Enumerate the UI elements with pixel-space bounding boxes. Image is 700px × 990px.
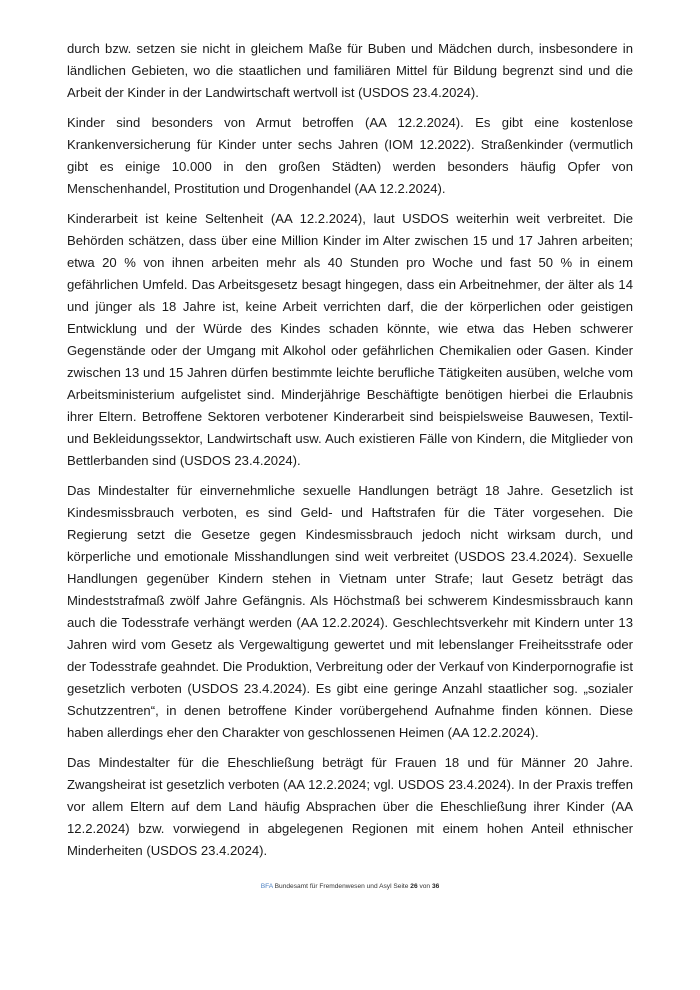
footer-of-label: von: [419, 883, 431, 890]
paragraph-child-poverty: Kinder sind besonders von Armut betroffen (AA 12.2.2024). Es gibt eine kostenlose Krankenversicherung für Kinder unter sechs Jahren (IOM 12.2022). Straßenkinder (vermutlich gibt es einige 10.000 in den großen Städten) werden besonders häufig Opfer von Menschenhandel, Prostitution und Drogenhandel (AA 12.2.2024).: [67, 115, 633, 196]
paragraph-child-labor: Kinderarbeit ist keine Seltenheit (AA 12.2.2024), laut USDOS weiterhin weit verbreitet. Die Behörden schätzen, dass über eine Million Kinder im Alter zwischen 15 und 17 Jahren arbeiten; etwa 20 % von ihnen arbeiten mehr als 40 Stunden pro Woche und fast 50 % in einem gefährlichen Umfeld. Das Arbeitsgesetz besagt hingegen, dass ein Arbeitnehmer, der älter als 14 und jünger als 18 Jahre ist, keine Arbeit verrichten darf, die der körperlichen oder geistigen Entwicklung und der Würde des Kindes schaden könnte, wie etwa das Heben schwerer Gegenstände oder der Umgang mit Alkohol oder gefährlichen Chemikalien oder Gasen. Kinder zwischen 13 und 15 Jahren dürfen bestimmte leichte berufliche Tätigkeiten ausüben, welche vom Arbeitsministerium aufgelistet sind. Minderjährige Beschäftigte benötigen hierbei die Erlaubnis ihrer Eltern. Betroffene Sektoren verbotener Kinderarbeit sind beispielsweise Bauwesen, Textil- und Bekleidungssektor, Landwirtschaft usw. Auch existieren Fälle von Kindern, die Mitglieder von Bettlerbanden sind (USDOS 23.4.2024).: [67, 211, 633, 468]
page-footer: [0, 883, 700, 890]
paragraph-child-abuse: Das Mindestalter für einvernehmliche sexuelle Handlungen beträgt 18 Jahre. Gesetzlich ist Kindesmissbrauch verboten, es sind Geld- und Haftstrafen für die Täter vorgesehen. Die Regierung setzt die Gesetze gegen Kindesmissbrauch jedoch nicht wirksam durch, und körperliche und emotionale Misshandlungen sind weit verbreitet (USDOS 23.4.2024). Sexuelle Handlungen gegenüber Kindern stehen in Vietnam unter Strafe; laut Gesetz beträgt das Mindeststrafmaß zwölf Jahre Gefängnis. Als Höchstmaß bei schwerem Kindesmissbrauch kann auch die Todesstrafe verhängt werden (AA 12.2.2024). Geschlechtsverkehr mit Kindern unter 13 Jahren wird vom Gesetz als Vergewaltigung gewertet und mit lebenslanger Freiheitsstrafe oder der Todesstrafe geahndet. Die Produktion, Verbreitung oder der Verkauf von Kinderpornografie ist gesetzlich verboten (USDOS 23.4.2024). Es gibt eine geringe Anzahl staatlicher sog. „sozialer Schutzzentren“, in denen betroffene Kinder vorübergehend Aufnahme finden können. Diese haben allerdings eher den Charakter von geschlossenen Heimen (AA 12.2.2024).: [67, 483, 633, 740]
paragraph-marriage-age: Das Mindestalter für die Eheschließung beträgt für Frauen 18 und für Männer 20 Jahre. Zwangsheirat ist gesetzlich verboten (AA 12.2.2024; vgl. USDOS 23.4.2024). In der Praxis treffen vor allem Eltern auf dem Land häufig Absprachen über die Eheschließung ihrer Kinder (AA 12.2.2024) bzw. vorwiegend in abgelegenen Regionen mit einem hohen Anteil ethnischer Minderheiten (USDOS 23.4.2024).: [67, 755, 633, 858]
paragraph-education-continuation: durch bzw. setzen sie nicht in gleichem Maße für Buben und Mädchen durch, insbesondere in ländlichen Gebieten, wo die staatlichen und familiären Mittel für Bildung begrenzt sind und die Arbeit der Kinder in der Landwirtschaft wertvoll ist (USDOS 23.4.2024).: [67, 41, 633, 100]
footer-page-label: Seite: [393, 883, 409, 890]
document-body: [67, 38, 633, 870]
footer-brand-logo: BFA: [260, 883, 273, 890]
footer-organization: Bundesamt für Fremdenwesen und Asyl: [274, 883, 392, 890]
footer-total-pages: 36: [431, 883, 440, 890]
footer-current-page: 26: [410, 883, 418, 890]
